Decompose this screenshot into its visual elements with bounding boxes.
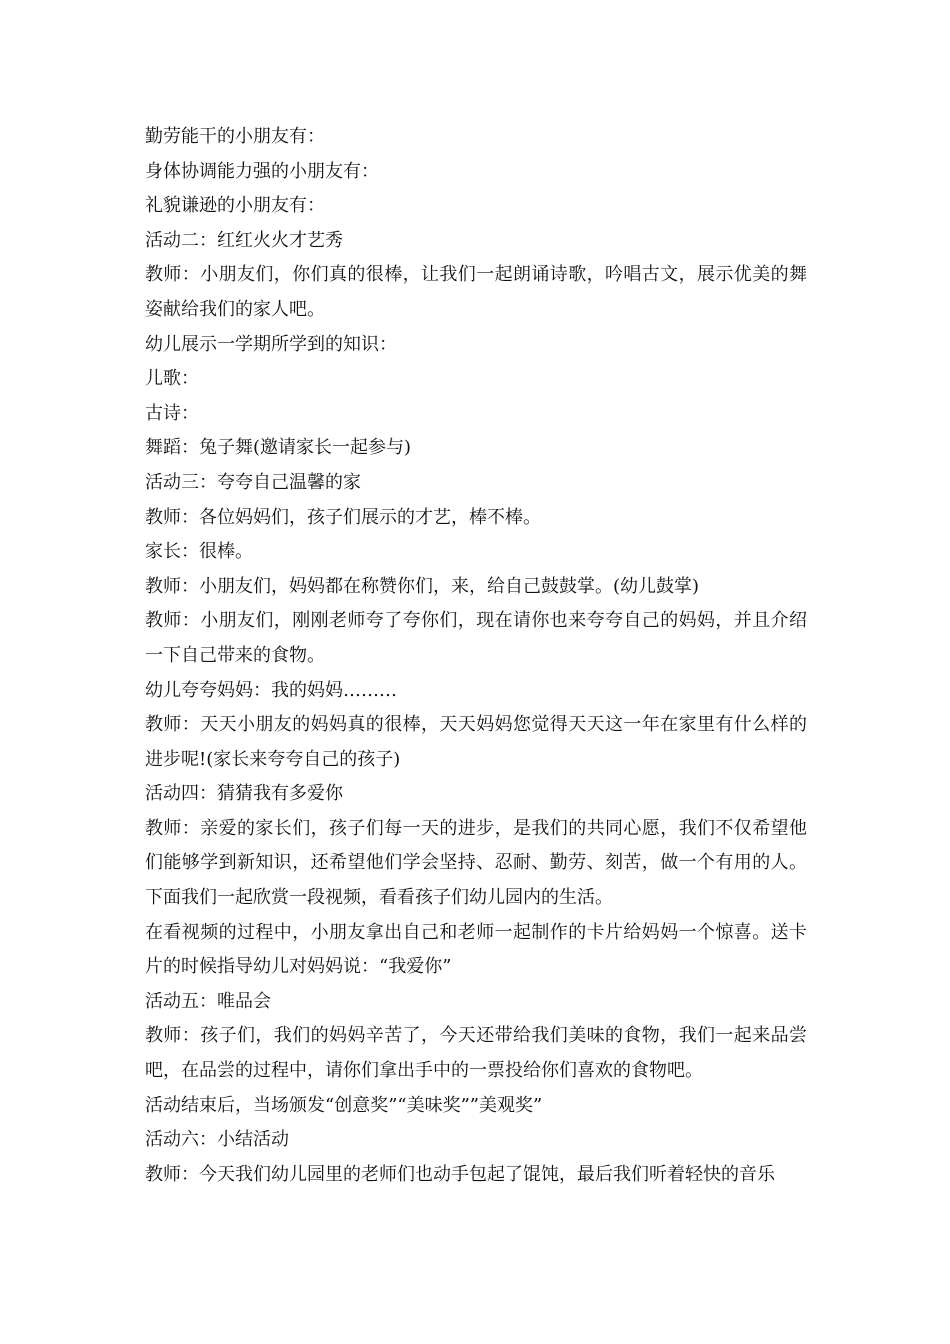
paragraph: 教师：亲爱的家长们，孩子们每一天的进步，是我们的共同心愿，我们不仅希望他们能够学到新知识，还希望他们学会坚持、忍耐、勤劳、刻苦，做一个有用的人。下面我们一起欣赏一段视频，看看孩子们幼儿园内的生活。 bbox=[145, 817, 807, 909]
paragraph: 幼儿展示一学期所学到的知识： bbox=[145, 333, 397, 355]
paragraph: 活动结束后，当场颁发“创意奖”“美味奖””美观奖” bbox=[145, 1094, 543, 1116]
section-heading: 活动二：红红火火才艺秀 bbox=[145, 229, 343, 251]
paragraph: 身体协调能力强的小朋友有： bbox=[145, 160, 379, 182]
paragraph: 勤劳能干的小朋友有： bbox=[145, 126, 325, 147]
document-body bbox=[145, 120, 807, 1192]
paragraph: 在看视频的过程中，小朋友拿出自己和老师一起制作的卡片给妈妈一个惊喜。送卡片的时候指导幼儿对妈妈说：“我爱你” bbox=[145, 921, 807, 978]
paragraph: 幼儿夸夸妈妈：我的妈妈……… bbox=[145, 679, 397, 701]
paragraph: 古诗： bbox=[145, 402, 199, 424]
paragraph: 礼貌谦逊的小朋友有： bbox=[145, 195, 325, 217]
paragraph: 舞蹈：兔子舞(邀请家长一起参与) bbox=[145, 437, 412, 459]
paragraph: 教师：小朋友们，刚刚老师夸了夸你们，现在请你也来夸夸自己的妈妈，并且介绍一下自己带来的食物。 bbox=[145, 610, 807, 666]
section-heading: 活动四：猜猜我有多爱你 bbox=[145, 783, 343, 805]
section-heading: 活动三：夸夸自己温馨的家 bbox=[145, 471, 361, 493]
section-heading: 活动五：唯品会 bbox=[145, 990, 271, 1012]
paragraph: 教师：今天我们幼儿园里的老师们也动手包起了馄饨，最后我们听着轻快的音乐 bbox=[145, 1163, 775, 1185]
paragraph: 教师：孩子们，我们的妈妈辛苦了，今天还带给我们美味的食物，我们一起来品尝吧，在品尝的过程中，请你们拿出手中的一票投给你们喜欢的食物吧。 bbox=[145, 1025, 807, 1082]
paragraph: 教师：小朋友们，你们真的很棒，让我们一起朗诵诗歌，吟唱古文，展示优美的舞姿献给我们的家人吧。 bbox=[145, 264, 807, 320]
paragraph: 儿歌： bbox=[145, 368, 199, 390]
paragraph: 教师：天天小朋友的妈妈真的很棒，天天妈妈您觉得天天这一年在家里有什么样的进步呢!(家长来夸夸自己的孩子) bbox=[145, 714, 807, 770]
section-heading: 活动六：小结活动 bbox=[145, 1129, 289, 1151]
paragraph: 教师：各位妈妈们，孩子们展示的才艺，棒不棒。 bbox=[145, 506, 541, 528]
paragraph: 教师：小朋友们，妈妈都在称赞你们，来，给自己鼓鼓掌。(幼儿鼓掌) bbox=[145, 575, 700, 597]
paragraph: 家长：很棒。 bbox=[145, 541, 253, 563]
